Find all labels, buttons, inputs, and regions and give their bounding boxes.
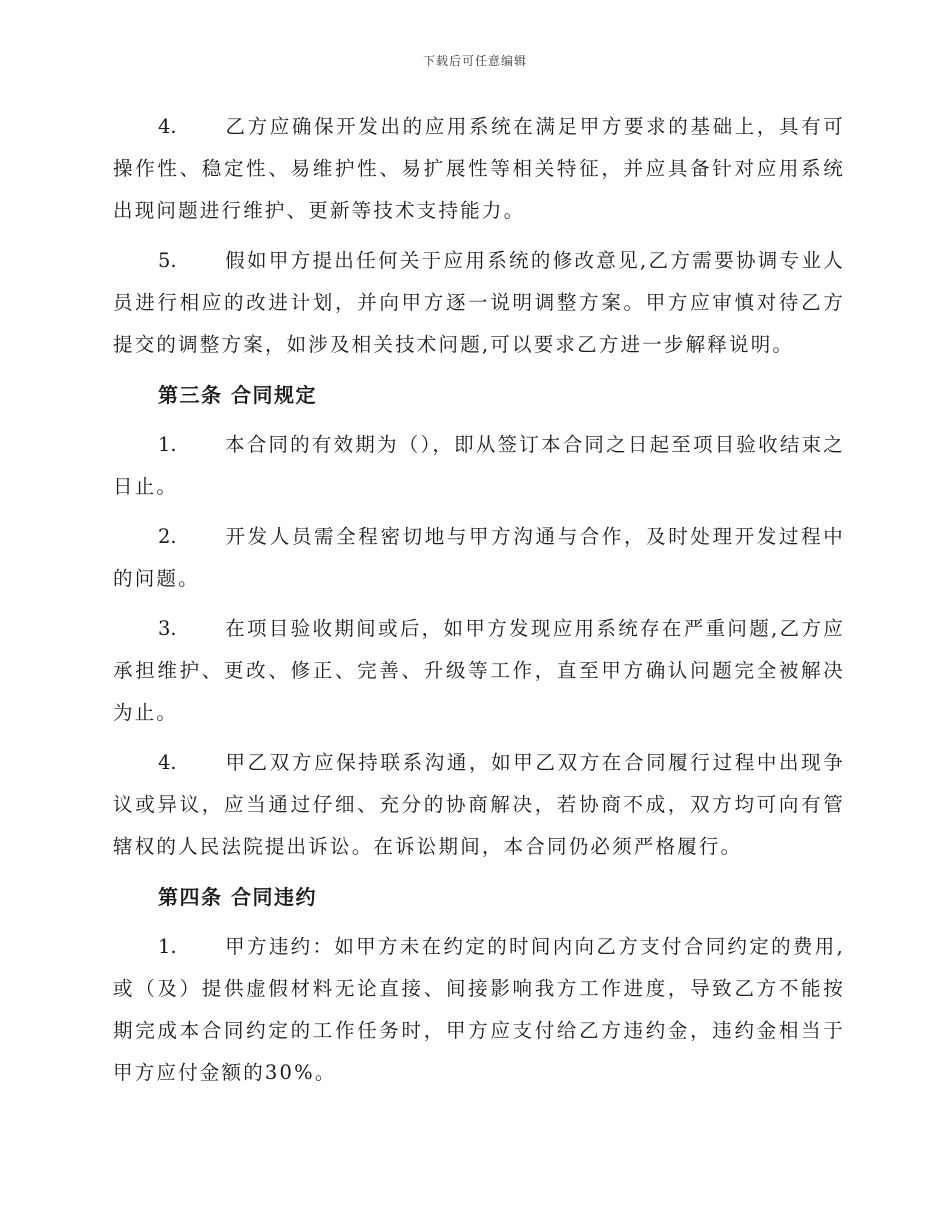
document-body (113, 106, 845, 1102)
clause-text: 甲乙双方应保持联系沟通，如甲乙双方在合同履行过程中出现争议或异议，应当通过仔细、充分的协商解决，若协商不成，双方均可向有管辖权的人民法院提出诉讼。在诉讼期间，本合同仍必须严格履行。 (113, 751, 845, 858)
clause-number: 4. (158, 115, 177, 138)
clause-number: 1. (158, 433, 177, 456)
page-header: 下载后可任意编辑 (422, 54, 527, 68)
clause-text: 开发人员需全程密切地与甲方沟通与合作，及时处理开发过程中的问题。 (113, 525, 845, 590)
clause-text: 乙方应确保开发出的应用系统在满足甲方要求的基础上，具有可操作性、稳定性、易维护性、易扩展性等相关特征，并应具备针对应用系统出现问题进行维护、更新等技术支持能力。 (113, 115, 845, 222)
section-heading: 第三条 合同规定 (158, 383, 317, 407)
clause-paragraph (113, 424, 845, 508)
clause-number: 2. (158, 525, 177, 548)
clause-number: 4. (158, 751, 177, 774)
clause-paragraph (113, 742, 845, 868)
clause-number: 5. (158, 249, 177, 272)
clause-number: 1. (158, 935, 177, 958)
clause-number: 3. (158, 617, 177, 640)
clause-text: 甲方违约：如甲方未在约定的时间内向乙方支付合同约定的费用,或（及）提供虚假材料无论直接、间接影响我方工作进度，导致乙方不能按期完成本合同约定的工作任务时，甲方应支付给乙方违约金，违约金相当于甲方应付金额的30%。 (113, 935, 845, 1084)
clause-paragraph (113, 240, 845, 366)
clause-text: 本合同的有效期为（），即从签订本合同之日起至项目验收结束之日止。 (113, 433, 845, 498)
section-heading: 第四条 合同违约 (158, 885, 317, 909)
clause-paragraph (113, 106, 845, 232)
clause-paragraph (113, 516, 845, 600)
clause-text: 假如甲方提出任何关于应用系统的修改意见,乙方需要协调专业人员进行相应的改进计划，并向甲方逐一说明调整方案。甲方应审慎对待乙方提交的调整方案，如涉及相关技术问题,可以要求乙方进一步解释说明。 (113, 249, 845, 356)
clause-paragraph (113, 926, 845, 1094)
clause-text: 在项目验收期间或后，如甲方发现应用系统存在严重问题,乙方应承担维护、更改、修正、完善、升级等工作，直至甲方确认问题完全被解决为止。 (113, 617, 845, 724)
clause-paragraph (113, 608, 845, 734)
